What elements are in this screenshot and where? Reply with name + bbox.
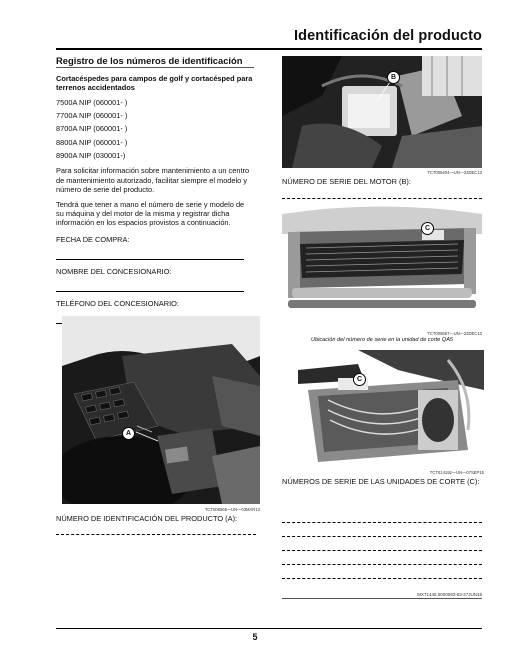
cutting-unit-photo-2 — [298, 350, 484, 466]
cutting-entry-line-4 — [282, 564, 482, 565]
pin-label: NÚMERO DE IDENTIFICACIÓN DEL PRODUCTO (A): — [56, 514, 238, 523]
cutting-unit-location-caption: Ubicación del número de serie en la unidad de corte QA5 — [310, 337, 454, 343]
photo-caption-a: TCT008566—UN—03MAR13 — [204, 507, 260, 512]
callout-b: B — [387, 71, 400, 84]
service-paragraph: Para solicitar información sobre mantenimiento a un centro de mantenimiento autorizado, facilitar siempre el modelo y número de serie del producto. — [56, 166, 250, 194]
product-id-photo — [62, 316, 260, 504]
header-rule — [56, 48, 482, 50]
dealer-phone-label: TELÉFONO DEL CONCESIONARIO: — [56, 299, 179, 308]
cutting-entry-line-3 — [282, 550, 482, 551]
section-heading: Registro de los números de identificación — [56, 56, 254, 68]
purchase-date-line — [56, 259, 244, 260]
cutting-entry-line-1 — [282, 522, 482, 523]
page-title: Identificación del producto — [294, 28, 482, 44]
cutting-entry-line-2 — [282, 536, 482, 537]
pin-entry-line — [56, 534, 256, 535]
page-number: 5 — [252, 632, 258, 642]
model-row: 8700A NIP (060001- ) — [56, 124, 128, 134]
document-code: MX71445,0000093-63-27JUN18 — [417, 592, 482, 597]
cutting-unit-photo — [282, 204, 482, 328]
machine-types-heading: Cortacéspedes para campos de golf y cortacésped para terrenos accidentados — [56, 74, 253, 93]
photo-caption-b: TCT005404—UN—23DEC13 — [427, 170, 482, 175]
photo-caption-c-1: TCT005567—UN—23DEC13 — [427, 331, 482, 336]
photo-caption-c-2: TCT014192—UN—07SEP15 — [429, 470, 484, 475]
dealer-name-label: NOMBRE DEL CONCESIONARIO: — [56, 266, 172, 276]
purchase-date-label: FECHA DE COMPRA: — [56, 234, 130, 244]
callout-a: A — [122, 427, 135, 440]
cutting-unit-serial-label: NÚMEROS DE SERIE DE LAS UNIDADES DE CORTE (C): — [282, 477, 480, 486]
model-row: 7700A NIP (060001- ) — [56, 111, 128, 120]
footer-rule — [56, 628, 482, 629]
engine-entry-line — [282, 198, 482, 199]
callout-c-2: C — [353, 373, 366, 386]
engine-photo — [282, 56, 482, 168]
left-column — [56, 56, 254, 324]
record-paragraph: Tendrá que tener a mano el número de serie y modelo de su máquina y del motor de la misma y registrar dicha información en los espacios provistos a continuación. — [56, 199, 245, 228]
engine-serial-label: NÚMERO DE SERIE DEL MOTOR (B): — [282, 177, 411, 186]
dealer-name-line — [56, 291, 244, 292]
cutting-entry-line-5 — [282, 578, 482, 579]
model-row: 7500A NIP (060001- ) — [56, 97, 128, 107]
model-row: 8800A NIP (060001- ) — [56, 137, 128, 147]
right-column-end-rule — [282, 598, 482, 599]
model-row: 8900A NIP (030001-) — [56, 151, 126, 161]
callout-c-1: C — [421, 222, 434, 235]
